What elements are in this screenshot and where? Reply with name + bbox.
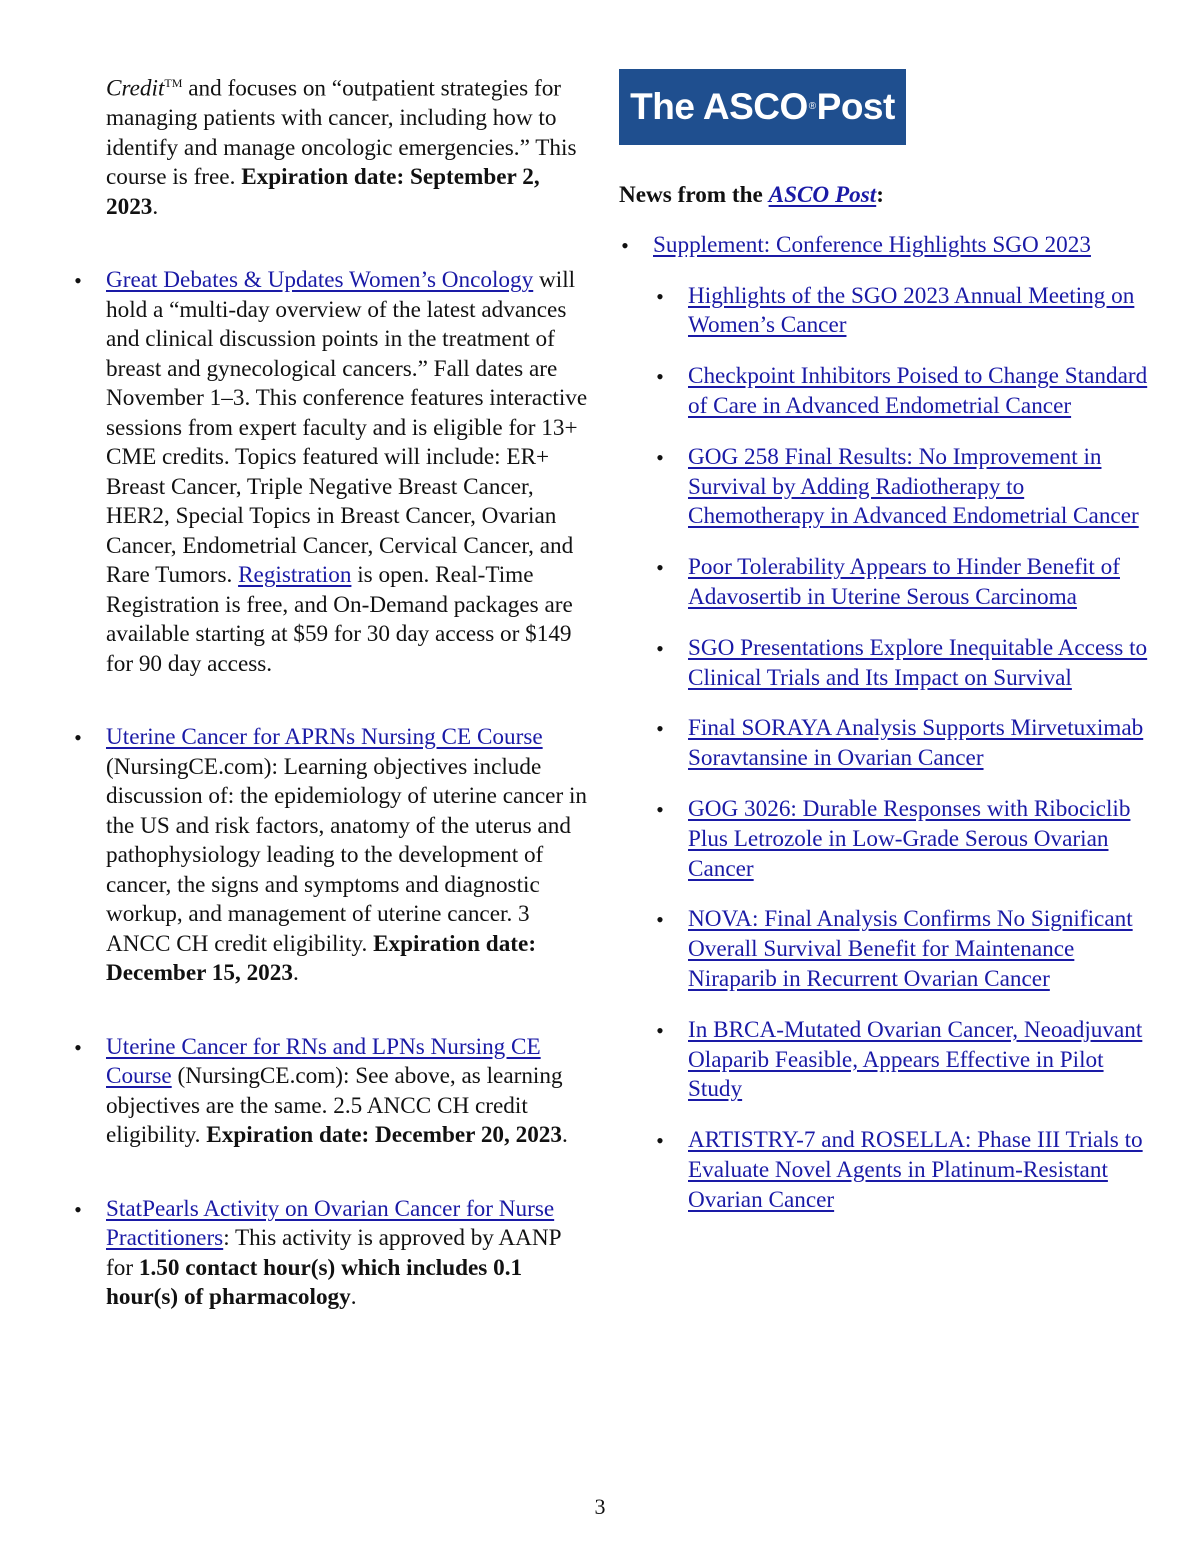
registration-link[interactable]: Registration xyxy=(238,562,352,589)
left-column xyxy=(72,69,592,1313)
intro-text: and focuses on “outpatient strategies for managing patients with cancer, including how to identify and manage oncologic emergencies.” This course is free. xyxy=(106,75,577,191)
supplement-link[interactable]: Supplement: Conference Highlights SGO 2023 xyxy=(653,231,1091,258)
news-item xyxy=(619,1126,1159,1215)
news-link[interactable]: GOG 3026: Durable Responses with Ribociclib Plus Letrozole in Low-Grade Serous Ovarian Cancer xyxy=(688,795,1131,882)
bullet: • xyxy=(656,716,664,742)
bullet: • xyxy=(656,635,664,661)
aprn-course-link[interactable]: Uterine Cancer for APRNs Nursing CE Course xyxy=(106,724,543,751)
bullet: • xyxy=(656,907,664,933)
aprn-expiration: Expiration date: December 15, 2023 xyxy=(106,930,537,987)
news-link[interactable]: Checkpoint Inhibitors Poised to Change Standard of Care in Advanced Endometrial Cancer xyxy=(688,363,1148,419)
list-item-aprn-course: • Uterine Cancer for APRNs Nursing CE Course (NursingCE.com): Learning objectives include discussion of: the epidemiology of uterine cancer in the US and risk factors, anatomy of the uterus and pathophysiology leading to the development of cancer, the signs and symptoms and diagnostic workup, and management of uterine cancer. 3 ANCC CH credit eligibility. Expiration date: December 15, 2023. xyxy=(72,723,592,989)
news-link[interactable]: NOVA: Final Analysis Confirms No Significant Overall Survival Benefit for Maintenance Niraparib in Recurrent Ovarian Cancer xyxy=(688,906,1133,992)
news-item xyxy=(619,553,1159,613)
bullet: • xyxy=(74,725,82,751)
list-item-rn-course: • Uterine Cancer for RNs and LPNs Nursing CE Course (NursingCE.com): See above, as learning objectives are the same. 2.5 ANCC CH credit eligibility. Expiration date: December 20, 2023. xyxy=(72,1033,592,1151)
news-item xyxy=(619,714,1159,774)
credit-italic: Credit xyxy=(106,75,165,102)
news-item xyxy=(619,905,1159,994)
news-link[interactable]: In BRCA-Mutated Ovarian Cancer, Neoadjuvant Olaparib Feasible, Appears Effective in Pilot Study xyxy=(688,1016,1143,1103)
news-item xyxy=(619,282,1159,342)
news-link[interactable]: Poor Tolerability Appears to Hinder Benefit of Adavosertib in Uterine Serous Carcinoma xyxy=(688,554,1120,610)
bullet: • xyxy=(656,555,664,581)
news-heading: News from the ASCO Post: xyxy=(619,182,884,208)
right-column xyxy=(619,69,1159,1216)
bullet: • xyxy=(621,232,629,258)
list-item-statpearls: • StatPearls Activity on Ovarian Cancer for Nurse Practitioners: This activity is approved by AANP for 1.50 contact hour(s) which includes 0.1 hour(s) of pharmacology. xyxy=(72,1195,592,1313)
news-link[interactable]: GOG 258 Final Results: No Improvement in Survival by Adding Radiotherapy to Chemotherapy in Advanced Endometrial Cancer xyxy=(688,443,1139,530)
bullet: • xyxy=(74,1196,82,1222)
list-item-great-debates: • Great Debates & Updates Women’s Oncology will hold a “multi-day overview of the latest advances and clinical discussion points in the treatment of breast and gynecological cancers.” Fall dates are November 1–3. This conference features interactive sessions from expert faculty and is eligible for 13+ CME credits. Topics featured will include: ER+ Breast Cancer, Triple Negative Breast Cancer, HER2, Special Topics in Breast Cancer, Ovarian Cancer, Endometrial Cancer, Cervical Cancer, and Rare Tumors. Registration is open. Real-Time Registration is free, and On-Demand packages are available starting at $59 for 30 day access or $149 for 90 day access. xyxy=(72,266,592,679)
bullet: • xyxy=(656,1017,664,1043)
bullet: • xyxy=(656,364,664,390)
bullet: • xyxy=(656,796,664,822)
trademark: TM xyxy=(164,76,183,90)
news-link[interactable]: ARTISTRY-7 and ROSELLA: Phase III Trials to Evaluate Novel Agents in Platinum-Resistant Ovarian Cancer xyxy=(688,1127,1143,1213)
bullet: • xyxy=(656,283,664,309)
supplement-item xyxy=(619,231,1159,261)
page-number: 3 xyxy=(594,1494,606,1519)
asco-post-link[interactable]: ASCO Post xyxy=(768,182,877,208)
news-item xyxy=(619,443,1159,532)
news-link[interactable]: Final SORAYA Analysis Supports Mirvetuximab Soravtansine in Ovarian Cancer xyxy=(688,715,1144,772)
bullet: • xyxy=(74,268,82,294)
intro-expiration: Expiration date: September 2, 2023 xyxy=(106,164,540,220)
news-link[interactable]: Highlights of the SGO 2023 Annual Meeting on Women’s Cancer xyxy=(688,282,1135,339)
statpearls-contact-hours: 1.50 contact hour(s) which includes 0.1 hour(s) of pharmacology xyxy=(106,1254,523,1311)
news-link[interactable]: SGO Presentations Explore Inequitable Access to Clinical Trials and Its Impact on Survival xyxy=(688,634,1148,691)
rn-course-link[interactable]: Uterine Cancer for RNs and LPNs Nursing CE Course xyxy=(106,1033,541,1090)
news-item xyxy=(619,362,1159,422)
news-item xyxy=(619,1016,1159,1105)
news-item xyxy=(619,634,1159,694)
bullet: • xyxy=(74,1034,82,1060)
rn-expiration: Expiration date: December 20, 2023 xyxy=(206,1122,562,1149)
asco-post-logo: The ASCO ® Post xyxy=(619,69,906,145)
great-debates-link[interactable]: Great Debates & Updates Women’s Oncology xyxy=(106,267,534,294)
intro-paragraph: Credit™ and focuses on “outpatient strategies for managing patients with cancer, including how to identify and manage oncologic emergencies.” This course is free. Expiration date: September 2, 2023. xyxy=(106,75,577,220)
statpearls-link[interactable]: StatPearls Activity on Ovarian Cancer for Nurse Practitioners xyxy=(106,1195,555,1252)
news-item xyxy=(619,795,1159,884)
bullet: • xyxy=(656,444,664,470)
bullet: • xyxy=(656,1128,664,1154)
